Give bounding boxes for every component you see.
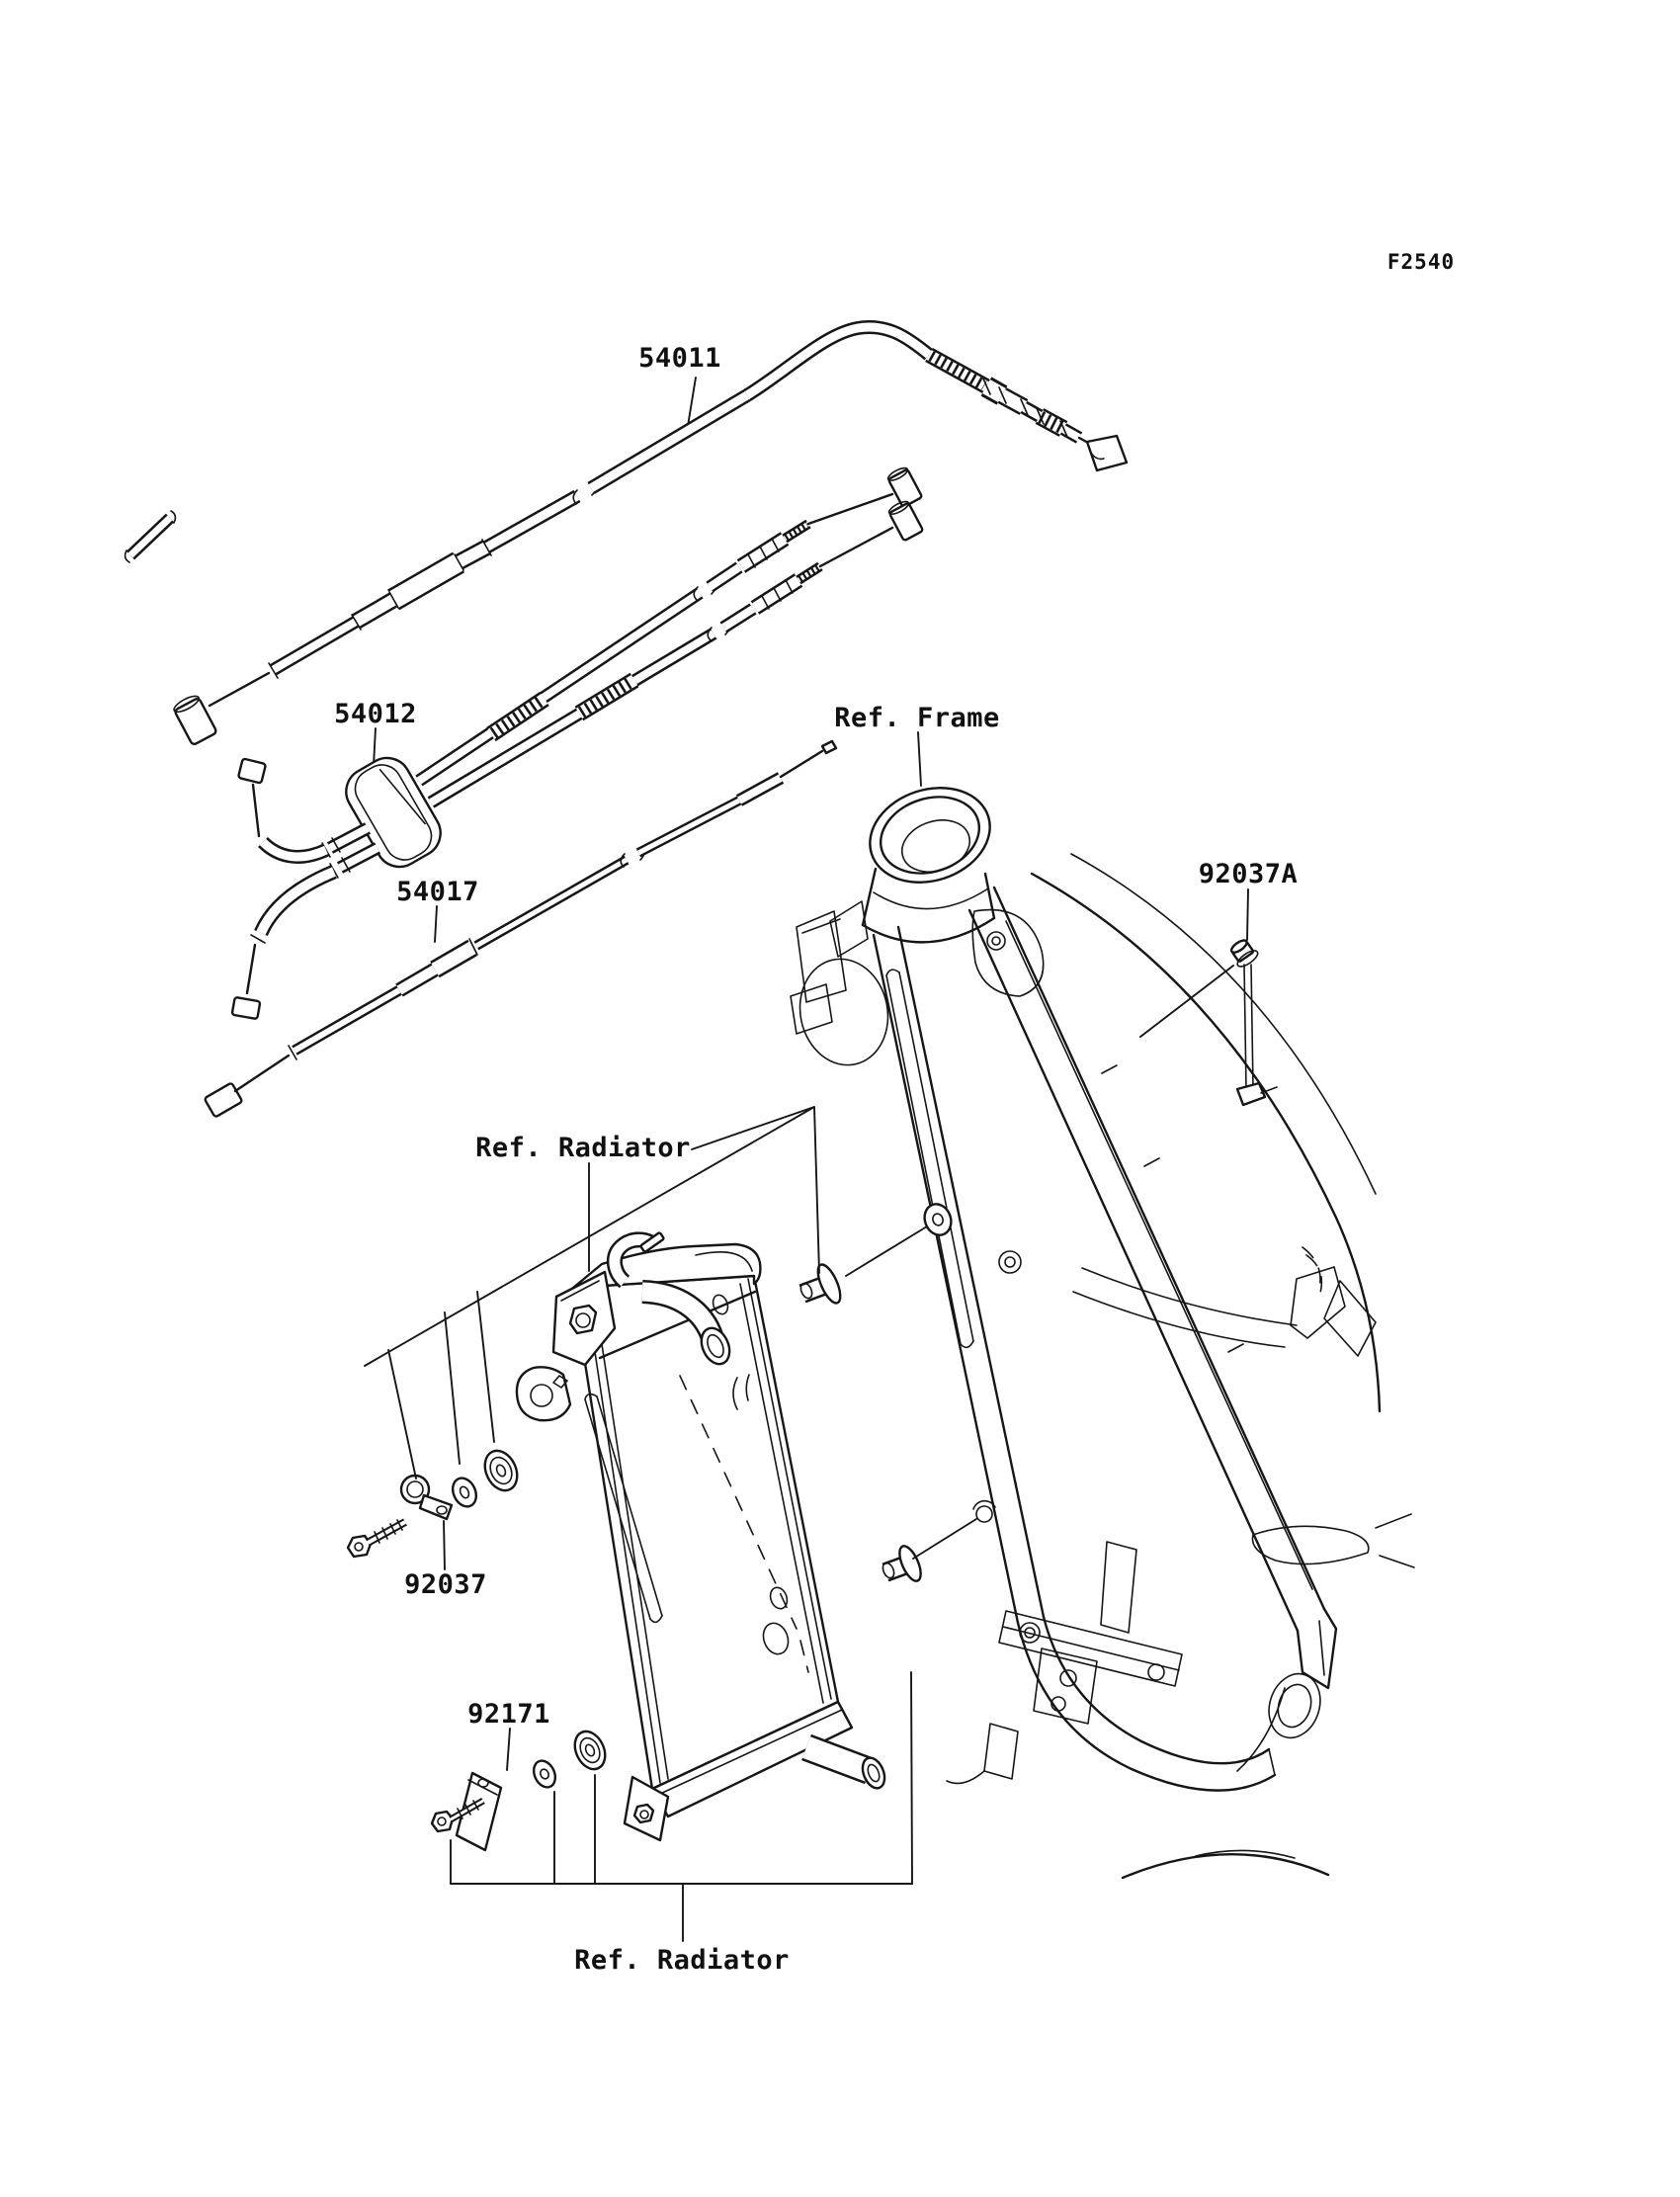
part-label-92037: 92037 [404,1569,487,1600]
ref-label-radiator-bottom: Ref. Radiator [574,1945,790,1976]
frame-drawing [791,773,1414,1878]
radiator-mount-collar-top [798,1262,845,1307]
part-label-92037a: 92037A [1198,859,1299,889]
clamp-92037-hardware [348,1446,523,1557]
ref-label-frame: Ref. Frame [834,703,1000,733]
radiator-mount-collar-bottom [881,1543,925,1583]
figure-code: F2540 [1386,250,1456,274]
ref-label-radiator-top: Ref. Radiator [475,1133,691,1163]
throttle-cable-54011-drawing [172,327,1127,745]
part-label-54012: 54012 [334,699,417,729]
bracket-92171-hardware [432,1727,611,1850]
radiator-drawing [517,1232,888,1840]
part-label-54011: 54011 [638,343,721,374]
part-label-92171: 92171 [467,1699,550,1730]
part-label-54017: 54017 [396,877,479,907]
cable-housing-stub [126,511,176,562]
cable-end-cap [172,693,217,745]
cable-54017-drawing [205,741,836,1118]
cable-pair-54012-drawing [232,465,924,1019]
